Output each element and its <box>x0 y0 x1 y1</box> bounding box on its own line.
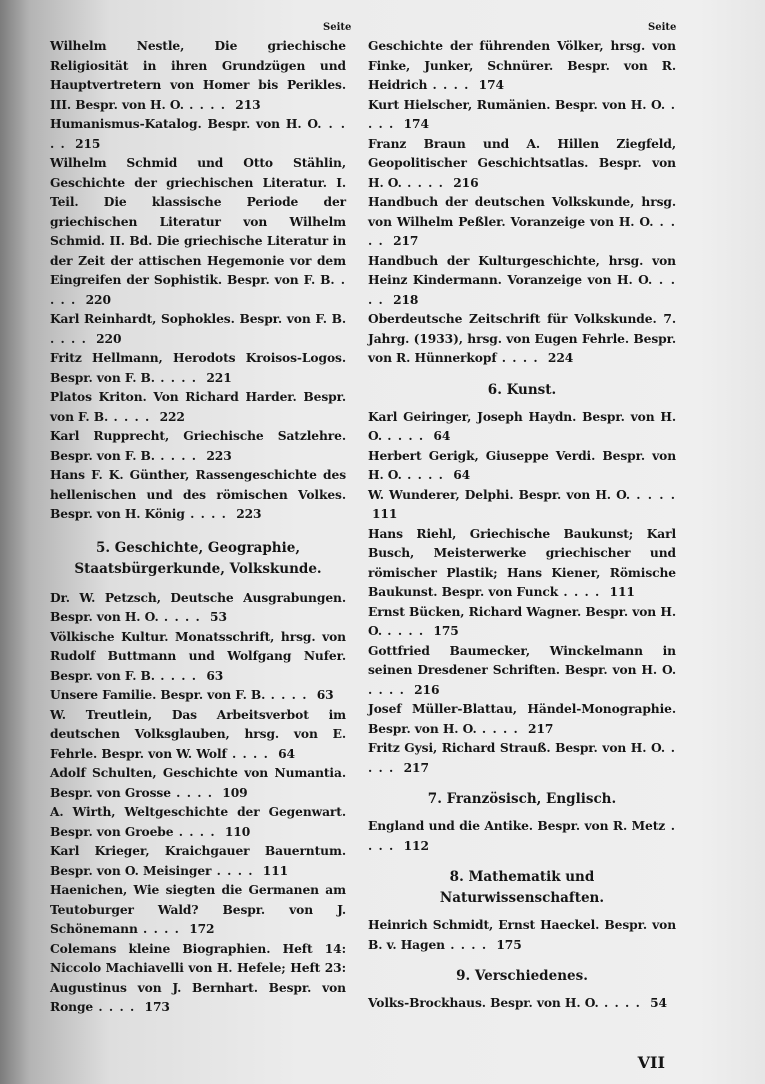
leader-dots: . . . . <box>558 584 606 599</box>
index-entry <box>50 802 346 841</box>
index-entry <box>50 685 346 705</box>
index-entry <box>50 426 346 465</box>
leader-dots: . . . . <box>93 999 141 1014</box>
index-entry <box>368 309 676 368</box>
section-heading: 8. Mathematik und Naturwissenschaften. <box>439 869 605 906</box>
index-entry <box>368 993 676 1013</box>
entry-text: Wilhelm Nestle, Die griechische Religiosität in ihren Grundzügen und Hauptvertretern von Homer bis Perikles. III. Bespr. von H. O. <box>50 38 346 112</box>
page-number: 173 <box>144 999 170 1014</box>
page-folio: VII <box>637 1053 665 1072</box>
leader-dots: . . . . <box>154 667 203 683</box>
page-number: 217 <box>528 720 554 736</box>
page-number: 216 <box>414 681 440 697</box>
page-number: 175 <box>433 623 459 638</box>
page-number: 213 <box>235 96 261 112</box>
index-entry <box>368 602 676 641</box>
index-entry <box>50 348 346 387</box>
entry-text: Kurt Hielscher, Rumänien. Bespr. von H. O. <box>368 96 666 112</box>
index-entry <box>368 524 676 602</box>
entry-text: Haenichen, Wie siegten die Germanen am Teutoburger Wald? Bespr. von J. Schönemann <box>50 882 346 936</box>
section-heading: 6. Kunst. <box>487 381 557 398</box>
leader-dots: . . . . <box>476 720 525 736</box>
index-entry <box>368 192 676 251</box>
entry-text: England und die Antike. Bespr. von R. Metz <box>368 818 666 833</box>
index-entry <box>368 407 676 446</box>
leader-dots: . . . . <box>158 609 207 624</box>
leader-dots: . . . . <box>401 174 450 190</box>
page-number: 174 <box>478 77 504 92</box>
page-number: 224 <box>547 350 574 365</box>
index-entry <box>50 841 346 880</box>
leader-dots: . . . . <box>368 213 677 248</box>
entry-text: Humanismus-Katalog. Bespr. von H. O. <box>50 116 322 131</box>
index-entry <box>50 705 346 764</box>
index-entry <box>50 36 346 114</box>
leader-dots: . . . . <box>170 784 219 800</box>
index-entry <box>368 699 676 738</box>
leader-dots: . . . . <box>265 687 313 702</box>
entry-text: Wilhelm Schmid und Otto Stählin, Geschichte der griechischen Literatur. I. Teil. Die klassische Periode der griechischen Literatur von Wilhelm Schmid. II. Bd. Die griechische Literatur in der Zeit der attischen Hegemonie vor dem Eingreifen der Sophistik. Bespr. von F. B. <box>50 155 346 287</box>
page-number: 217 <box>403 759 429 775</box>
leader-dots: . . . . <box>368 272 676 307</box>
entry-text: Unsere Familie. Bespr. von F. B. <box>50 687 266 702</box>
leader-dots: . . . . <box>630 486 676 502</box>
leader-dots: . . . . <box>184 506 233 521</box>
section-heading: 7. Französisch, Englisch. <box>427 791 617 807</box>
section-heading: 9. Verschiedenes. <box>456 968 588 984</box>
leader-dots: . . . . <box>211 862 259 878</box>
leader-dots: . . . . <box>50 116 346 151</box>
index-entry <box>368 641 676 700</box>
entry-text: Karl Rupprecht, Griechische Satzlehre. Bespr. von F. B. <box>50 428 346 463</box>
entry-text: Handbuch der deutschen Volkskunde, hrsg. von Wilhelm Peßler. Voranzeige von H. O. <box>368 194 676 229</box>
leader-dots: . . . . <box>154 447 203 463</box>
page-number: 223 <box>236 506 262 521</box>
column-header-seite-left: Seite <box>323 22 352 33</box>
leader-dots: . . . . <box>598 995 647 1010</box>
index-entry <box>368 738 676 777</box>
entry-text: Geschichte der führenden Völker, hrsg. von Finke, Junker, Schnürer. Bespr. von R. Heidrich <box>368 38 676 92</box>
page-number: 63 <box>316 687 334 702</box>
page-number: 64 <box>453 467 471 482</box>
index-entry <box>50 627 346 686</box>
entry-text: W. Wunderer, Delphi. Bespr. von H. O. <box>368 486 631 502</box>
entry-text: W. Treutlein, Das Arbeitsverbot im deutschen Volksglauben, hrsg. von E. Fehrle. Bespr. von W. Wolf <box>50 706 346 761</box>
page-number: 215 <box>75 135 101 151</box>
index-entry <box>368 446 676 485</box>
page-number: 64 <box>433 428 451 443</box>
page-number: 111 <box>372 506 398 521</box>
index-entry <box>50 939 346 1017</box>
entry-text: Oberdeutsche Zeitschrift für Volkskunde. 7. Jahrg. (1933), hrsg. von Eugen Fehrle. Bespr. von R. Hünnerkopf <box>368 311 676 365</box>
index-entry <box>368 36 676 95</box>
index-entry <box>50 763 346 802</box>
index-entry <box>50 153 346 309</box>
leader-dots: . . . . <box>173 823 221 839</box>
entry-text: Karl Reinhardt, Sophokles. Bespr. von F. B. <box>50 311 346 326</box>
leader-dots: . . . . <box>401 467 450 482</box>
page-number: 216 <box>453 174 479 190</box>
entry-text: Colemans kleine Biographien. Heft 14: Niccolo Machiavelli von H. Hefele; Heft 23: Augustinus von J. Bernhart. Bespr. von Ronge <box>50 940 346 1014</box>
index-entry <box>50 588 346 627</box>
leader-dots: . . . . <box>368 740 677 775</box>
index-entry <box>50 880 346 939</box>
entry-text: Handbuch der Kulturgeschichte, hrsg. von Heinz Kindermann. Voranzeige von H. O. <box>368 252 676 287</box>
page-number: 111 <box>262 862 289 878</box>
leader-dots: . . . . <box>226 745 275 761</box>
leader-dots: . . . . <box>154 369 203 385</box>
entry-text: Karl Krieger, Kraichgauer Bauerntum. Bespr. von O. Meisinger <box>50 843 346 878</box>
entry-text: Ernst Bücken, Richard Wagner. Bespr. von H. O. <box>368 603 676 638</box>
page-number: 222 <box>159 408 185 424</box>
leader-dots: . . . . <box>108 408 156 424</box>
index-entry <box>368 915 676 954</box>
page-number: 111 <box>609 584 635 599</box>
entry-text: Josef Müller-Blattau, Händel-Monographie. Bespr. von H. O. <box>368 701 676 736</box>
index-entry <box>368 134 676 193</box>
entry-text: Dr. W. Petzsch, Deutsche Ausgrabungen. Bespr. von H. O. <box>50 589 346 624</box>
entry-text: Gottfried Baumecker, Winckelmann in seinen Dresdener Schriften. Bespr. von H. O. <box>368 642 676 677</box>
page-number: 109 <box>222 784 248 800</box>
entry-text: Platos Kriton. Von Richard Harder. Bespr. von F. B. <box>50 389 346 424</box>
entry-text: Fritz Gysi, Richard Strauß. Bespr. von H. O. <box>368 740 666 755</box>
page-number: 172 <box>189 921 215 936</box>
leader-dots: . . . . <box>50 272 347 307</box>
page-number: 110 <box>224 823 251 839</box>
leader-dots: . . . . <box>382 428 430 443</box>
entry-text: Herbert Gerigk, Giuseppe Verdi. Bespr. von H. O. <box>368 447 676 482</box>
index-entry <box>50 387 346 426</box>
page-number: 220 <box>96 330 122 346</box>
page-number: 221 <box>206 369 232 385</box>
page-number: 53 <box>210 609 227 624</box>
entry-text: Volks-Brockhaus. Bespr. von H. O. <box>368 995 599 1010</box>
leader-dots: . . . . <box>444 936 493 952</box>
index-entry <box>368 251 676 310</box>
entry-text: A. Wirth, Weltgeschichte der Gegenwart. Bespr. von Groebe <box>50 804 346 839</box>
index-column-right <box>368 36 676 1013</box>
page-number: 63 <box>206 667 224 683</box>
leader-dots: . . . . <box>496 350 544 365</box>
leader-dots: . . . . <box>427 77 475 92</box>
entry-text: Heinrich Schmidt, Ernst Haeckel. Bespr. von B. v. Hagen <box>368 917 676 952</box>
page-number: 64 <box>278 745 295 761</box>
leader-dots: . . . . <box>137 921 186 936</box>
index-entry <box>368 485 676 524</box>
leader-dots: . . . . <box>368 681 411 697</box>
entry-text: Adolf Schulten, Geschichte von Numantia. Bespr. von Grosse <box>50 765 346 800</box>
index-entry <box>368 816 676 855</box>
leader-dots: . . . . <box>382 623 430 638</box>
page-number: 174 <box>403 116 429 131</box>
index-entry <box>50 114 346 153</box>
index-column-left <box>50 36 346 1017</box>
section-heading: 5. Geschichte, Geographie, Staatsbürgerkunde, Volkskunde. <box>74 539 322 577</box>
entry-text: Hans Riehl, Griechische Baukunst; Karl Busch, Meisterwerke griechischer und römischer Plastik; Hans Kiener, Römische Baukunst. Bespr. von Funck <box>368 525 676 599</box>
page-number: 218 <box>393 291 419 307</box>
page-number: 217 <box>393 233 419 248</box>
entry-text: Franz Braun und A. Hillen Ziegfeld, Geopolitischer Geschichtsatlas. Bespr. von H. O. <box>368 135 676 190</box>
entry-text: Völkische Kultur. Monatsschrift, hrsg. von Rudolf Buttmann und Wolfgang Nufer. Bespr. von F. B. <box>50 628 346 683</box>
leader-dots: . . . . <box>183 96 232 112</box>
column-header-seite-right: Seite <box>648 22 677 33</box>
page-number: 220 <box>85 291 111 307</box>
entry-text: Fritz Hellmann, Herodots Kroisos-Logos. Bespr. von F. B. <box>50 350 346 385</box>
index-entry <box>368 95 676 134</box>
leader-dots: . . . . <box>50 330 93 346</box>
page-number: 223 <box>206 447 232 463</box>
page-number: 175 <box>496 936 522 952</box>
entry-text: Hans F. K. Günther, Rassengeschichte des hellenischen und des römischen Volkes. Bespr. von H. König <box>50 467 346 521</box>
entry-text: Karl Geiringer, Joseph Haydn. Bespr. von H. O. <box>368 408 676 443</box>
page-number: 112 <box>403 837 429 853</box>
index-entry <box>50 309 346 348</box>
leader-dots: . . . . <box>368 818 677 853</box>
leader-dots: . . . . <box>368 96 677 131</box>
page-number: 54 <box>650 995 667 1010</box>
index-entry <box>50 465 346 524</box>
